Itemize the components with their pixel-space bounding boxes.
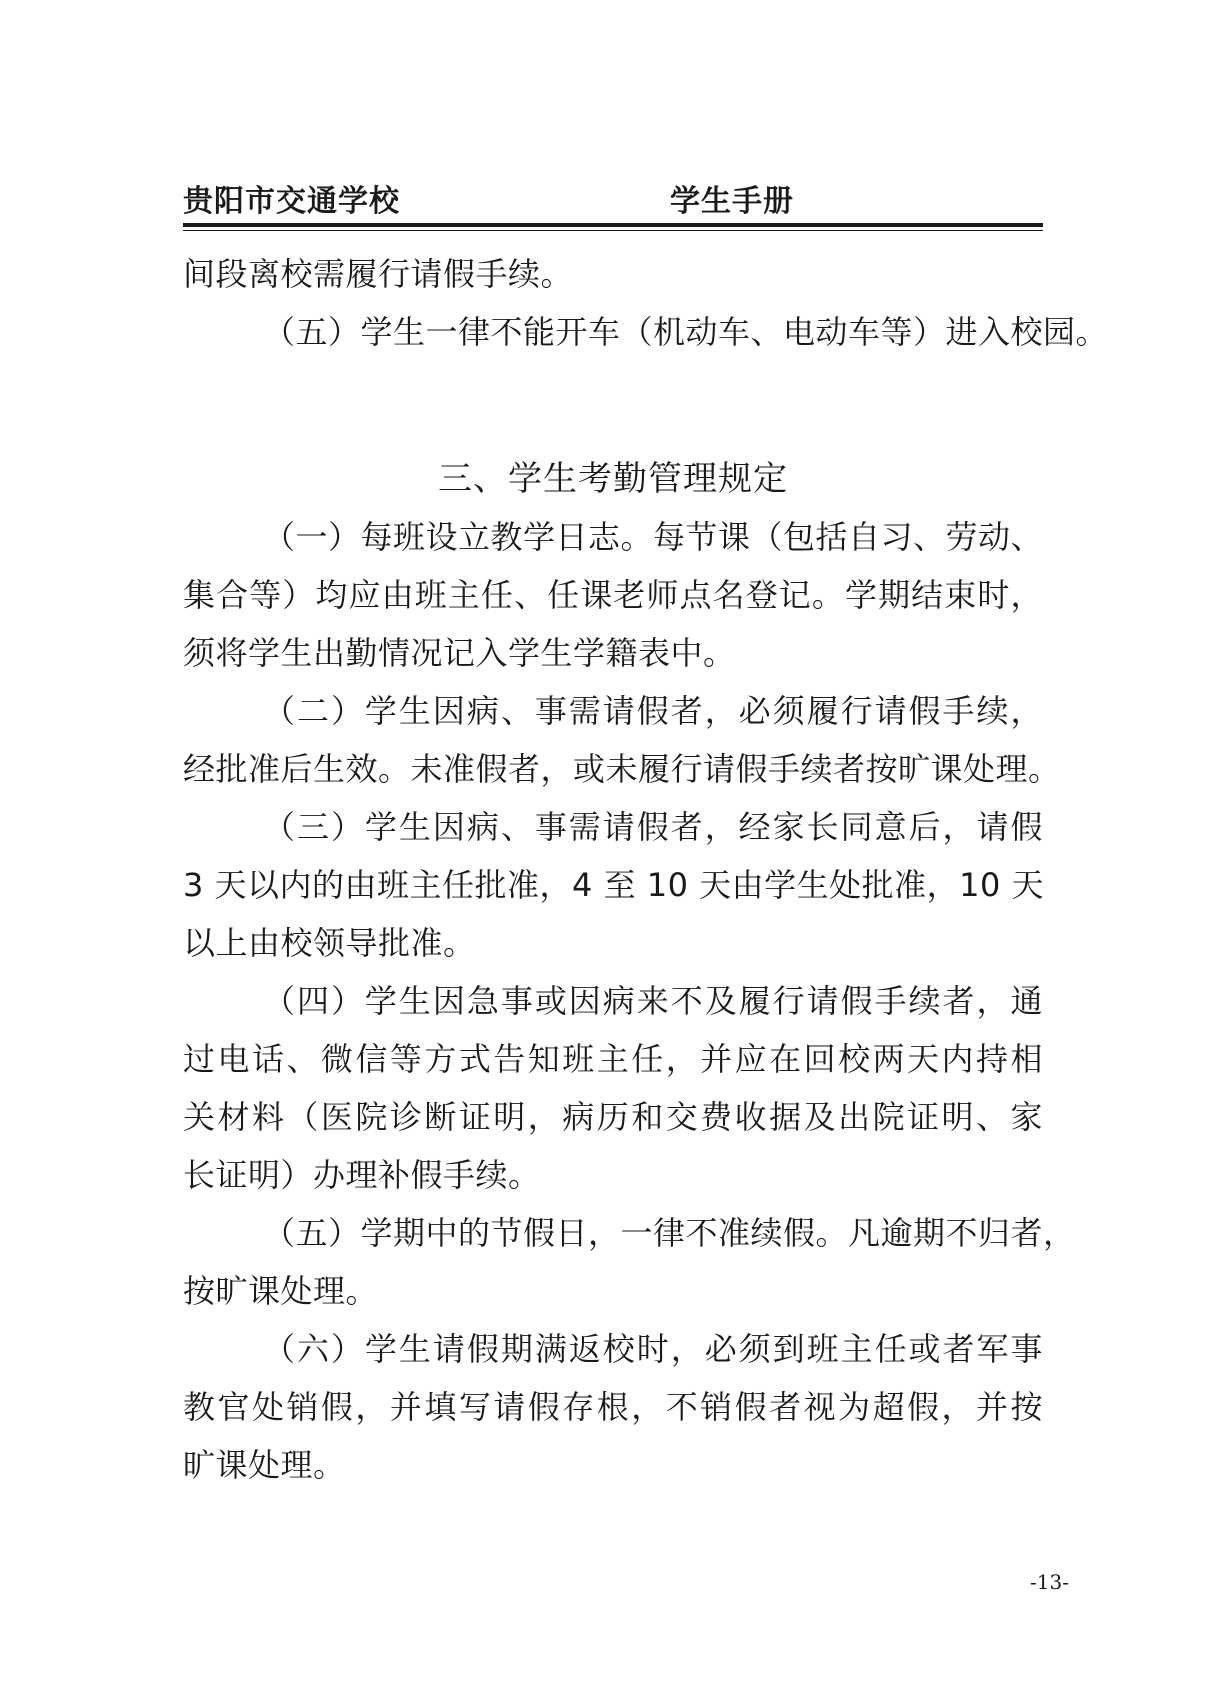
paragraph-line: （三）学生因病、事需请假者，经家长同意后，请假	[263, 808, 1043, 846]
paragraph-line: （五）学期中的节假日，一律不准续假。凡逾期不归者，	[263, 1214, 1076, 1252]
section-title: 三、学生考勤管理规定	[438, 459, 788, 499]
paragraph-line: 过电话、微信等方式告知班主任，并应在回校两天内持相	[183, 1040, 1043, 1078]
running-header	[183, 176, 1043, 222]
paragraph-line: 间段离校需履行请假手续。	[183, 255, 574, 293]
paragraph-line: 集合等）均应由班主任、任课老师点名登记。学期结束时，	[183, 576, 1043, 614]
header-school-name: 贵阳市交通学校	[183, 184, 400, 219]
header-handbook-title: 学生手册	[670, 184, 794, 219]
header-rule-thick	[183, 223, 1043, 227]
paragraph-line: 关材料（医院诊断证明，病历和交费收据及出院证明、家	[183, 1098, 1043, 1136]
paragraph-line: （四）学生因急事或因病来不及履行请假手续者，通	[263, 982, 1043, 1020]
paragraph-line: （一）每班设立教学日志。每节课（包括自习、劳动、	[263, 518, 1044, 556]
paragraph-line: 以上由校领导批准。	[183, 924, 476, 962]
header-rule-thin	[183, 230, 1043, 231]
page-number: -13-	[1030, 1570, 1069, 1594]
paragraph-line: （二）学生因病、事需请假者，必须履行请假手续，	[263, 692, 1043, 730]
paragraph-line: 经批准后生效。未准假者，或未履行请假手续者按旷课处理。	[183, 750, 1061, 788]
paragraph-line: 教官处销假，并填写请假存根，不销假者视为超假，并按	[183, 1388, 1043, 1426]
paragraph-line: 按旷课处理。	[183, 1272, 379, 1310]
paragraph-line: 3 天以内的由班主任批准，4 至 10 天由学生处批准，10 天	[183, 866, 1045, 904]
paragraph-line: 长证明）办理补假手续。	[183, 1156, 541, 1194]
paragraph-line: （五）学生一律不能开车（机动车、电动车等）进入校园。	[263, 313, 1109, 351]
paragraph-line: 须将学生出勤情况记入学生学籍表中。	[183, 634, 736, 672]
paragraph-line: （六）学生请假期满返校时，必须到班主任或者军事	[263, 1330, 1043, 1368]
paragraph-line: 旷课处理。	[183, 1446, 346, 1484]
